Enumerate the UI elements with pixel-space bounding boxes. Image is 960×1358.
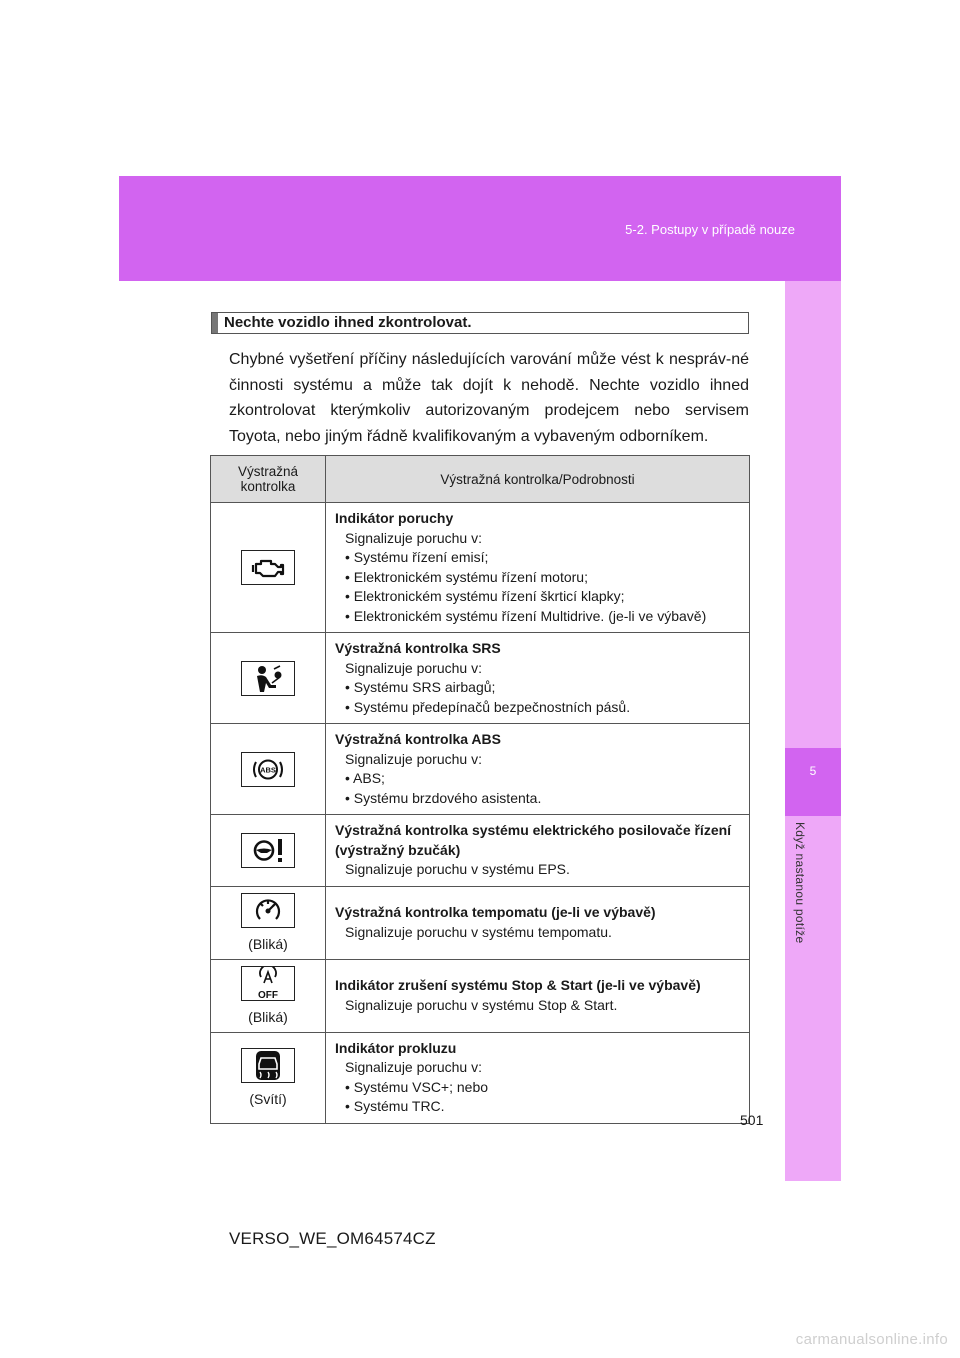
intro-paragraph: Chybné vyšetření příčiny následujících varování může vést k nespráv-né činnosti systému a může tak dojít k nehodě. Nechte vozidlo ihned zkontrolovat kterýmkoliv autorizovaným prodejcem nebo servisem Toyota, nebo jiným řádně kvalifikovaným a vybaveným odborníkem. [229, 351, 749, 445]
row-title: Indikátor prokluzu [335, 1039, 457, 1056]
page-number: 501 [740, 1112, 764, 1128]
row-line: • Systému řízení emisí; [345, 549, 489, 565]
slip-indicator-icon [241, 1048, 295, 1083]
cruise-control-icon [241, 893, 295, 928]
table-row [211, 1032, 750, 1123]
document-code: VERSO_WE_OM64574CZ [229, 1229, 436, 1248]
row-line: Signalizuje poruchu v: [345, 659, 482, 676]
table-row [211, 724, 750, 815]
row-line: Signalizuje poruchu v: [345, 750, 482, 767]
row-line: Signalizuje poruchu v: [345, 1059, 482, 1075]
table-row [211, 886, 750, 959]
chapter-label: Když nastanou potíže [793, 822, 807, 944]
row-status: (Bliká) [248, 1009, 288, 1025]
row-line: • Systému VSC+; nebo [345, 1078, 489, 1095]
row-line: • Systému předepínačů bezpečnostních pásů. [345, 698, 631, 715]
row-status: (Svítí) [249, 1091, 287, 1107]
srs-airbag-icon [241, 661, 295, 696]
row-line: Signalizuje poruchu v: [345, 529, 482, 546]
section-heading: Nechte vozidlo ihned zkontrolovat. [211, 312, 749, 334]
table-row [211, 959, 750, 1032]
row-title: Výstražná kontrolka tempomatu (je-li ve výbavě) [335, 904, 656, 920]
row-line: • Elektronickém systému řízení Multidrive. (je-li ve výbavě) [345, 607, 707, 624]
row-line: • Systému brzdového asistenta. [345, 789, 542, 806]
row-line: • Elektronickém systému řízení škrticí klapky; [345, 588, 625, 604]
side-tab [785, 281, 841, 1181]
abs-icon [241, 752, 295, 787]
row-status: (Bliká) [248, 936, 288, 952]
row-line: • ABS; [345, 770, 385, 786]
off-icon-text: OFF [258, 990, 278, 1000]
row-line: Signalizuje poruchu v systému EPS. [345, 861, 570, 877]
warning-lights-table [210, 455, 750, 1124]
row-title: Výstražná kontrolka ABS [335, 731, 501, 747]
row-line: Signalizuje poruchu v systému tempomatu. [345, 923, 612, 940]
row-line: • Elektronickém systému řízení motoru; [345, 568, 588, 585]
watermark: carmanualsonline.info [795, 1331, 948, 1348]
header-band [119, 176, 841, 281]
row-line: Signalizuje poruchu v systému Stop & Start. [345, 996, 618, 1013]
section-title: 5-2. Postupy v případě nouze [625, 222, 795, 237]
eps-steering-icon [241, 833, 295, 868]
table-row [211, 633, 750, 724]
table-row [211, 503, 750, 633]
check-engine-icon [241, 550, 295, 585]
stop-start-off-icon [241, 966, 295, 1001]
row-line: • Systému TRC. [345, 1098, 445, 1114]
table-row [211, 815, 750, 887]
abs-icon-text: ABS [260, 765, 276, 774]
row-line: • Systému SRS airbagů; [345, 679, 496, 695]
header-cell-light: Výstražná kontrolka [211, 456, 326, 503]
row-title: Indikátor poruchy [335, 510, 454, 526]
chapter-number: 5 [785, 748, 841, 816]
row-title: Indikátor zrušení systému Stop & Start (je-li ve výbavě) [335, 977, 701, 993]
row-title: Výstražná kontrolka systému elektrického posilovače řízení (výstražný bzučák) [335, 822, 732, 858]
header-cell-details: Výstražná kontrolka/Podrobnosti [326, 456, 750, 503]
table-header-row [211, 456, 750, 503]
row-title: Výstražná kontrolka SRS [335, 640, 501, 656]
